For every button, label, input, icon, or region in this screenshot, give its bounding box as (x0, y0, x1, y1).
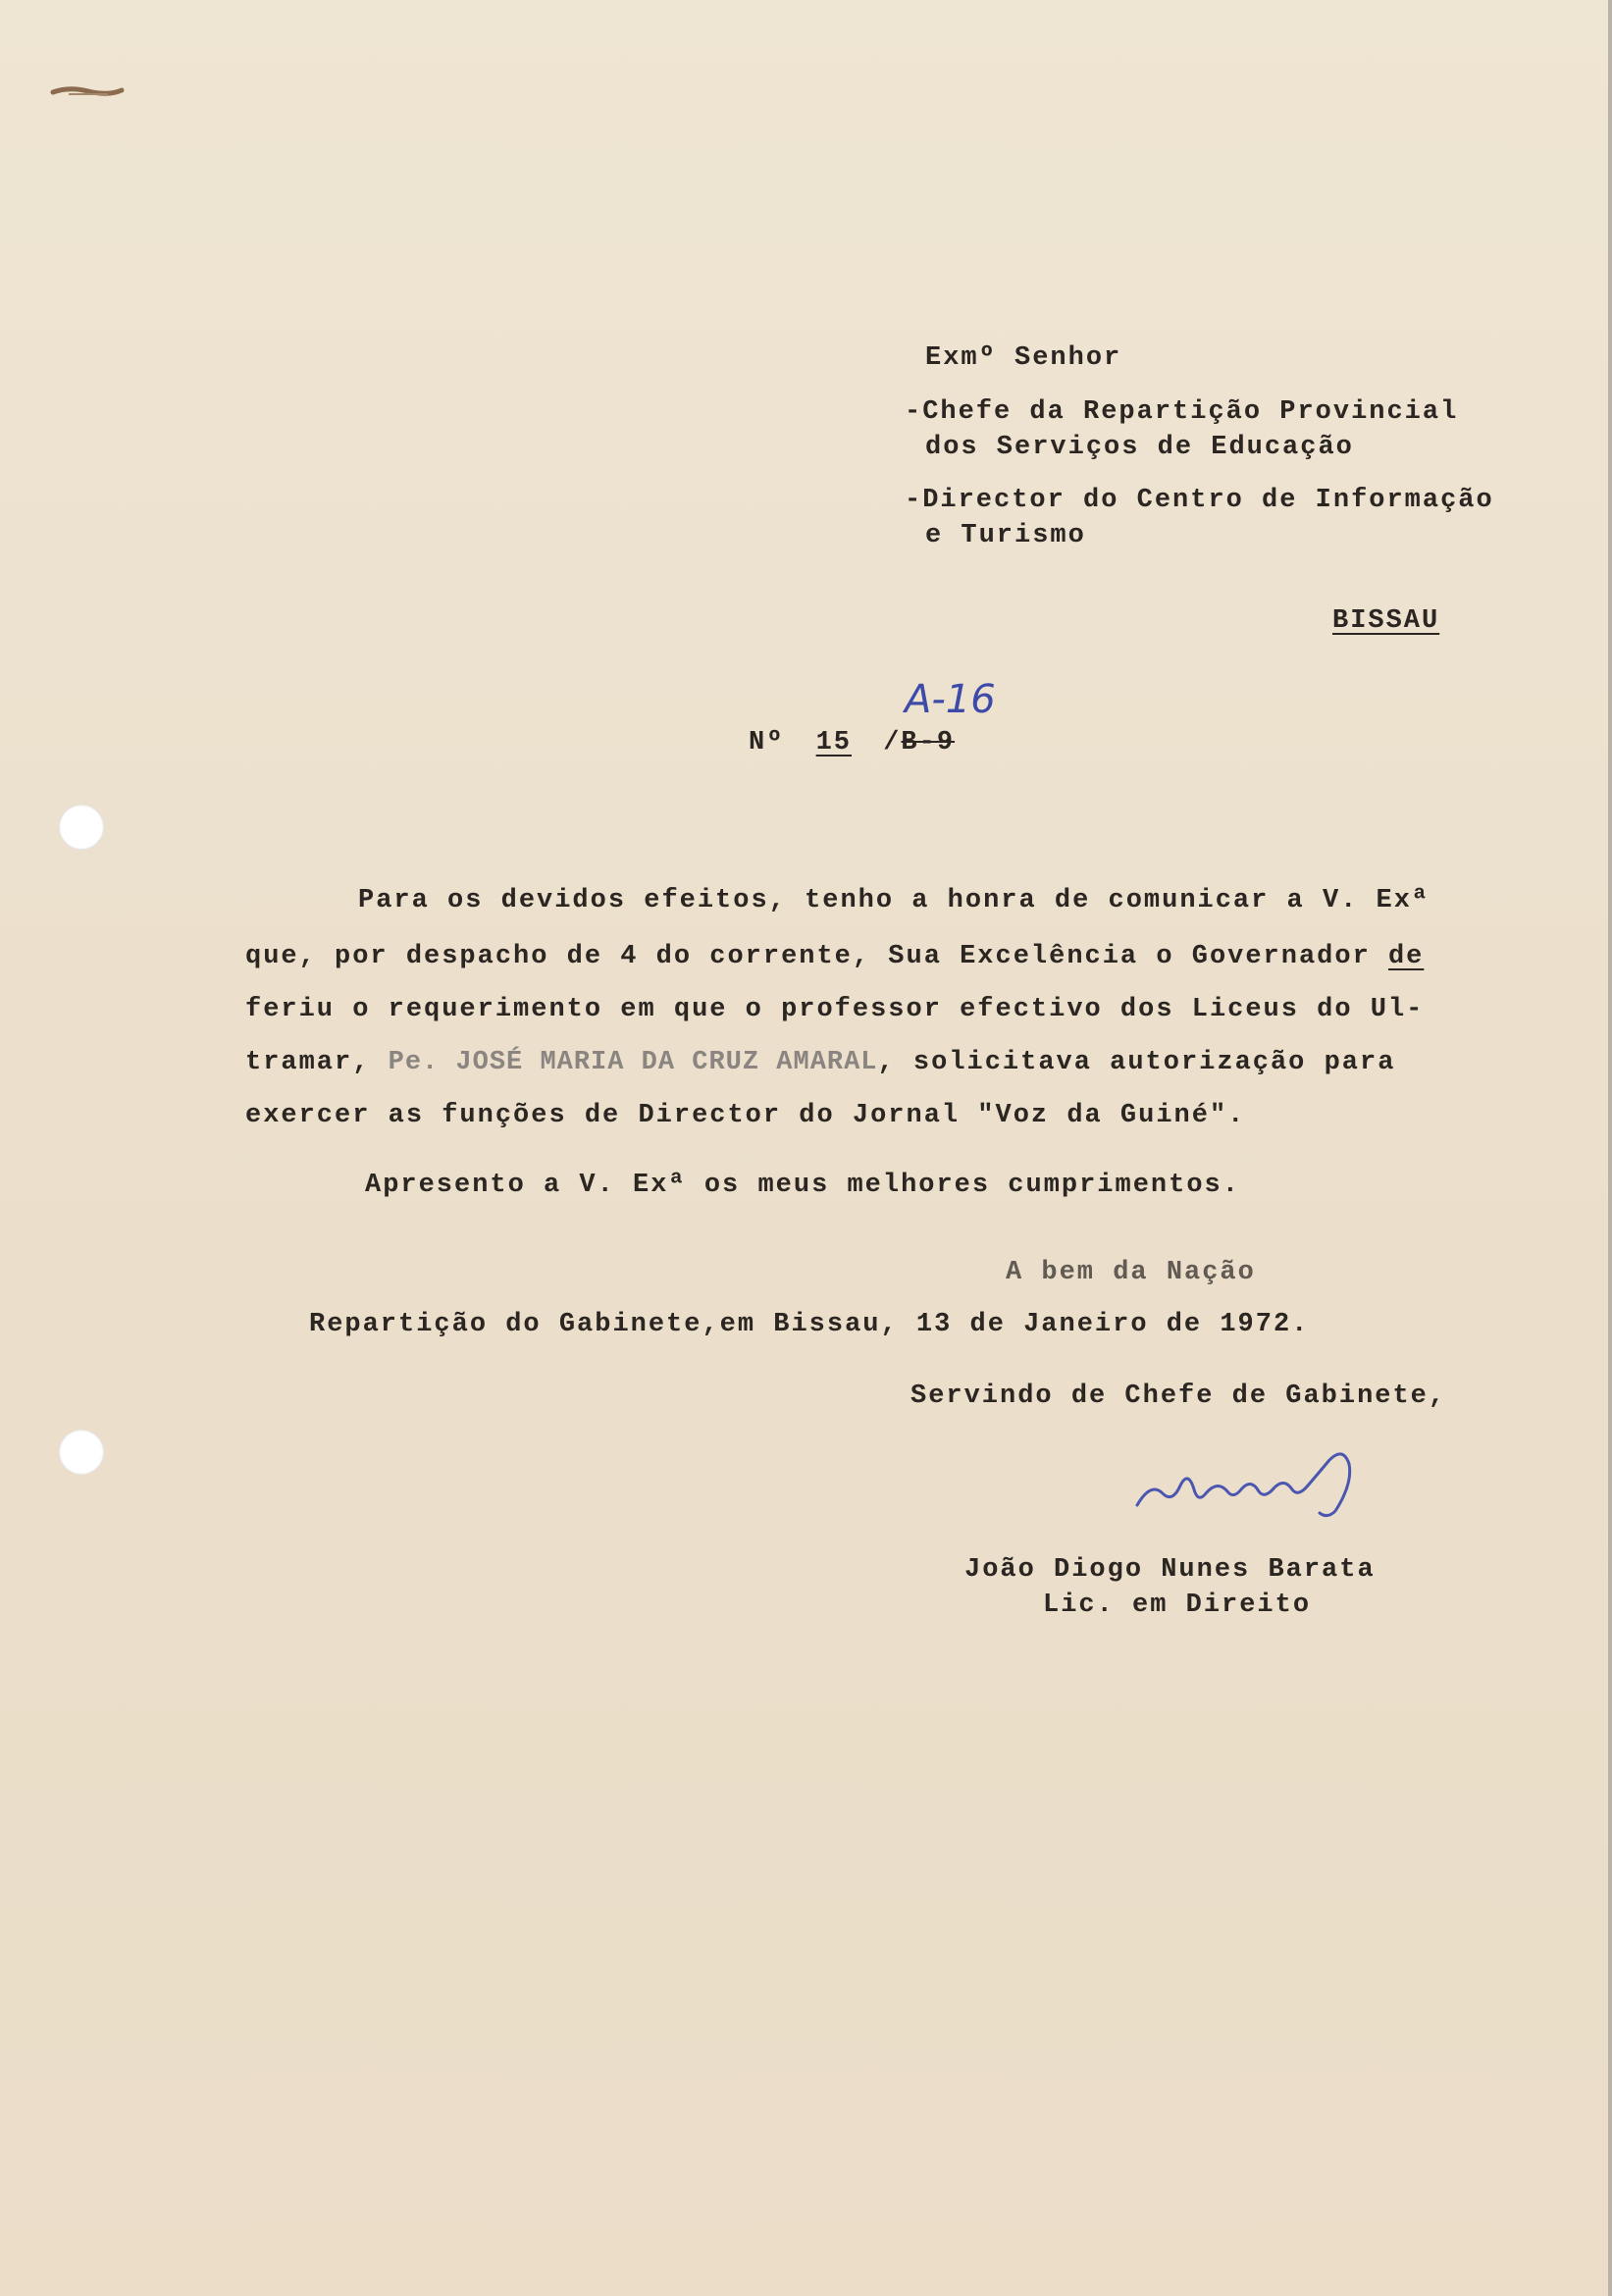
handwritten-reference: A-16 (905, 677, 996, 722)
body-line-1: Para os devidos efeitos, tenho a honra de comunicar a V. Exª (358, 886, 1430, 915)
body-line-5: exercer as funções de Director do Jornal "Voz da Guiné". (245, 1101, 1246, 1130)
motto: A bem da Nação (1006, 1258, 1256, 1287)
number-slash: / (883, 728, 902, 757)
body-line-3: feriu o requerimento em que o professor efectivo dos Liceus do Ul- (245, 995, 1425, 1024)
priest-name: Pe. JOSÉ MARIA DA CRUZ AMARAL (388, 1048, 878, 1077)
body-line-4 (245, 1050, 1395, 1076)
punch-hole-bottom (59, 1430, 104, 1475)
body-line-4-end: , solicitava autorização para (877, 1048, 1396, 1077)
number-value: 15 (815, 728, 853, 757)
number-label: Nº (749, 728, 785, 757)
addressee-line-2b: e Turismo (925, 521, 1086, 550)
city: BISSAU (1332, 606, 1440, 636)
paper-edge (1608, 0, 1612, 2296)
addressee-line-1a: -Chefe da Repartição Provincial (905, 397, 1459, 427)
body-line-4-start: tramar, (245, 1048, 371, 1077)
signatory-title: Lic. em Direito (1043, 1591, 1312, 1620)
punch-hole-top (59, 805, 104, 850)
reference-number (749, 730, 955, 757)
addressee-line-2a: -Director do Centro de Informação (905, 486, 1494, 515)
place-and-date: Repartição do Gabinete,em Bissau, 13 de Janeiro de 1972. (309, 1310, 1310, 1339)
closing-greeting: Apresento a V. Exª os meus melhores cumprimentos. (365, 1171, 1240, 1200)
signature (1133, 1435, 1378, 1523)
signatory-role: Servindo de Chefe de Gabinete, (910, 1382, 1447, 1411)
body-line-2 (245, 944, 1424, 970)
struck-code: B-9 (901, 728, 956, 757)
body-line-2-text: que, por despacho de 4 do corrente, Sua Excelência o Governador (245, 942, 1388, 971)
signatory-name: João Diogo Nunes Barata (964, 1555, 1376, 1585)
body-line-2-hyphenated: de (1387, 942, 1425, 971)
staple-mark (49, 82, 126, 100)
salutation: Exmº Senhor (925, 343, 1122, 373)
addressee-line-1b: dos Serviços de Educação (925, 433, 1354, 462)
